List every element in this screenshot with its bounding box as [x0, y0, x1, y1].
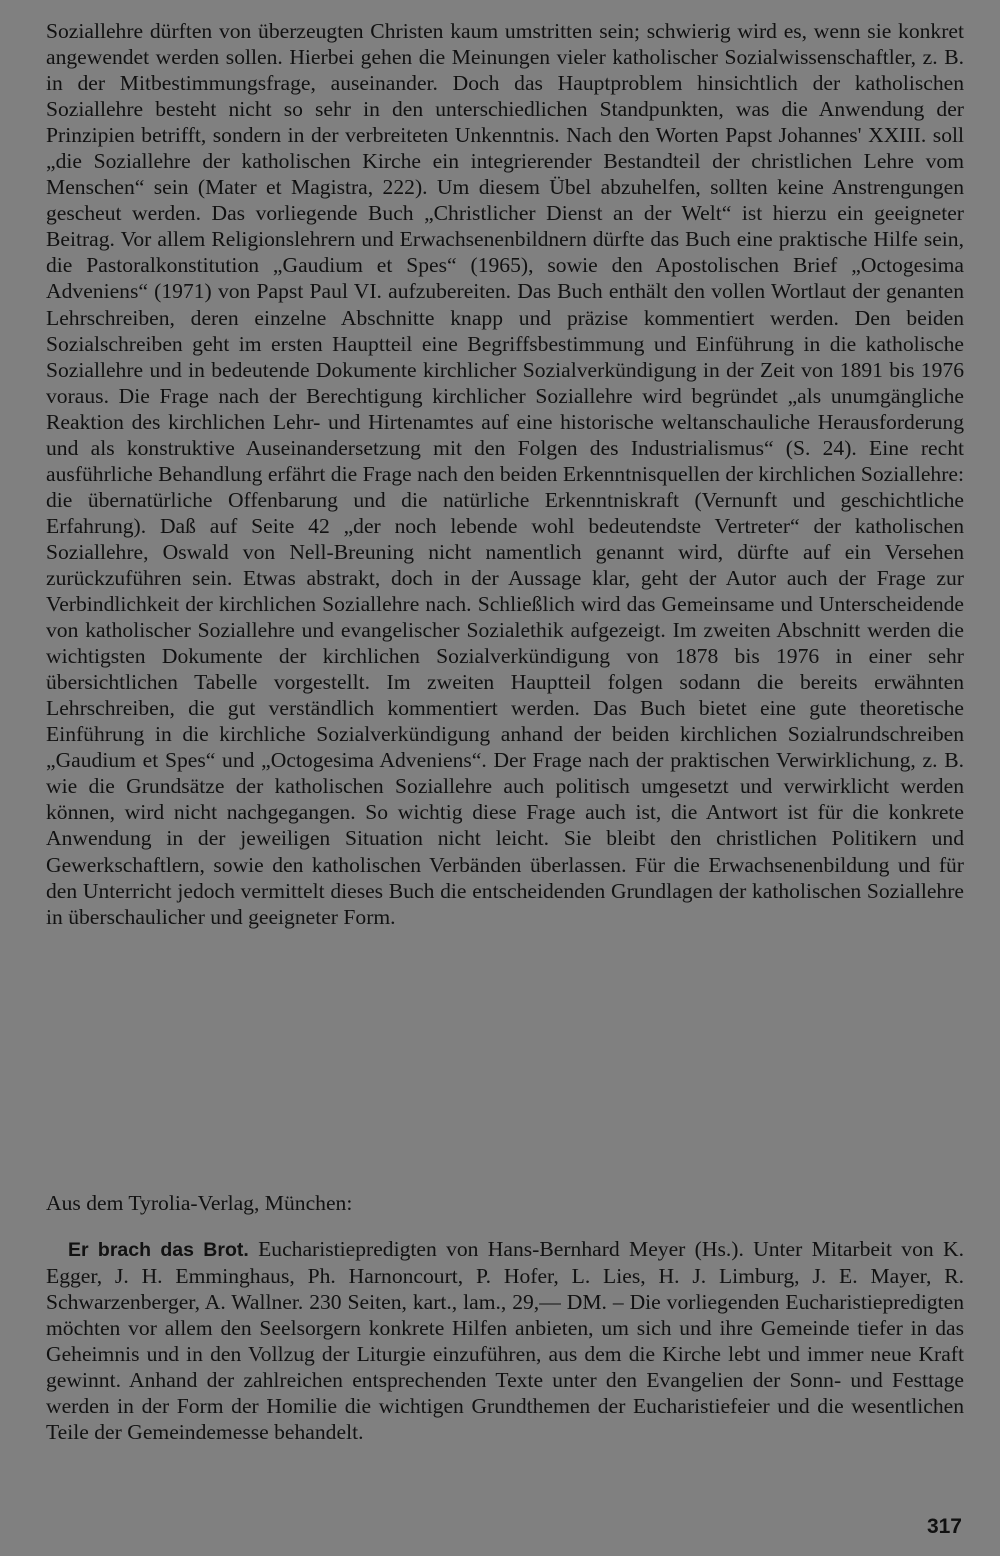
book-description: Eucharistiepredigten von Hans-Bernhard Meyer (Hs.). Unter Mitarbeit von K. Egger, J. H. Emminghaus, Ph. Harnoncourt, P. Hofer, L. Lies, H. J. Limburg, J. E. Mayer, R. Schwarzenberger, A. Wallner. 230 Seiten, kart., lam., 29,— DM. – Die vorliegenden Eucharistiepredigten möchten vor allem den Seelsorgern konkrete Hilfen anbieten, um sich und ihre Gemeinde tiefer in das Geheimnis und in den Vollzug der Liturgie einzuführen, aus dem die Kirche lebt und immer neue Kraft gewinnt. Anhand der zahlreichen entsprechenden Texte unter den Evangelien der Sonn- und Festtage werden in der Form der Homilie die wichtigen Grundthemen der Eucharistiefeier und die wesentlichen Teile der Gemeindemesse behandelt. — [46, 1237, 964, 1445]
book-entry — [46, 1236, 964, 1445]
book-title: Er brach das Brot. — [68, 1239, 249, 1261]
review-paragraph: Soziallehre dürften von überzeugten Christen kaum umstritten sein; schwierig wird es, wenn sie konkret angewendet werden sollen. Hierbei gehen die Meinungen vieler katholischer Sozialwissenschaftler, z. B. in der Mitbestimmungsfrage, auseinander. Doch das Hauptproblem hinsichtlich der katholischen Soziallehre besteht nicht so sehr in den unterschiedlichen Standpunkten, was die Anwendung der Prinzipien betrifft, sondern in der verbreiteten Unkenntnis. Nach den Worten Papst Johannes' XXIII. soll „die Soziallehre der katholischen Kirche ein integrierender Bestandteil der christlichen Lehre vom Menschen“ sein (Mater et Magistra, 222). Um diesem Übel abzuhelfen, sollten keine Anstrengungen gescheut werden. Das vorliegende Buch „Christlicher Dienst an der Welt“ ist hierzu ein geeigneter Beitrag. Vor allem Religionslehrern und Erwachsenenbildnern dürfte das Buch eine praktische Hilfe sein, die Pastoralkonstitution „Gaudium et Spes“ (1965), sowie den Apostolischen Brief „Octogesima Adveniens“ (1971) von Papst Paul VI. aufzubereiten. Das Buch enthält den vollen Wortlaut der genanten Lehrschreiben, deren einzelne Abschnitte knapp und präzise kommentiert werden. Den beiden Sozialschreiben geht im ersten Hauptteil eine Begriffsbestimmung und Einführung in die katholische Soziallehre und in bedeutende Dokumente kirchlicher Sozialverkündigung in der Zeit von 1891 bis 1976 voraus. Die Frage nach der Berechtigung kirchlicher Soziallehre wird begründet „als unumgängliche Reaktion des kirchlichen Lehr- und Hirtenamtes auf eine historische weltanschauliche Herausforderung und als konstruktive Auseinandersetzung mit den Folgen des Industrialismus“ (S. 24). Eine recht ausführliche Behandlung erfährt die Frage nach den beiden Erkenntnisquellen der kirchlichen Soziallehre: die übernatürliche Offenbarung und die natürliche Erkenntniskraft (Vernunft und geschichtliche Erfahrung). Daß auf Seite 42 „der noch lebende wohl bedeutendste Vertreter“ der katholischen Soziallehre, Oswald von Nell-Breuning nicht namentlich genannt wird, dürfte auf ein Versehen zurückzuführen sein. Etwas abstrakt, doch in der Aussage klar, geht der Autor auch der Frage zur Verbindlichkeit der kirchlichen Soziallehre nach. Schließlich wird das Gemeinsame und Unterscheidende von katholischer Soziallehre und evangelischer Sozialethik aufgezeigt. Im zweiten Abschnitt werden die wichtigsten Dokumente der kirchlichen Sozialverkündigung von 1878 bis 1976 in einer sehr übersichtlichen Tabelle vorgestellt. Im zweiten Hauptteil folgen sodann die bereits erwähnten Lehrschreiben, die gut verständlich kommentiert werden. Das Buch bietet eine gute theoretische Einführung in die kirchliche Sozialverkündigung anhand der beiden kirchlichen Sozialrundschreiben „Gaudium et Spes“ und „Octogesima Adveniens“. Der Frage nach der praktischen Verwirklichung, z. B. wie die Grundsätze der katholischen Soziallehre auch politisch umgesetzt und verwirklicht werden können, wird nicht nachgegangen. So wichtig diese Frage auch ist, die Antwort ist für die konkrete Anwendung in der jeweiligen Situation nicht leicht. Sie bleibt den christlichen Politikern und Gewerkschaftlern, sowie den katholischen Verbänden überlassen. Für die Erwachsenenbildung und für den Unterricht jedoch vermittelt dieses Buch die entscheidenden Grundlagen der katholischen Soziallehre in überschaulicher und geeigneter Form. — [46, 19, 964, 929]
page-number: 317 — [926, 1515, 962, 1538]
publisher-heading: Aus dem Tyrolia-Verlag, München: — [46, 1191, 353, 1215]
page-content — [46, 18, 964, 930]
